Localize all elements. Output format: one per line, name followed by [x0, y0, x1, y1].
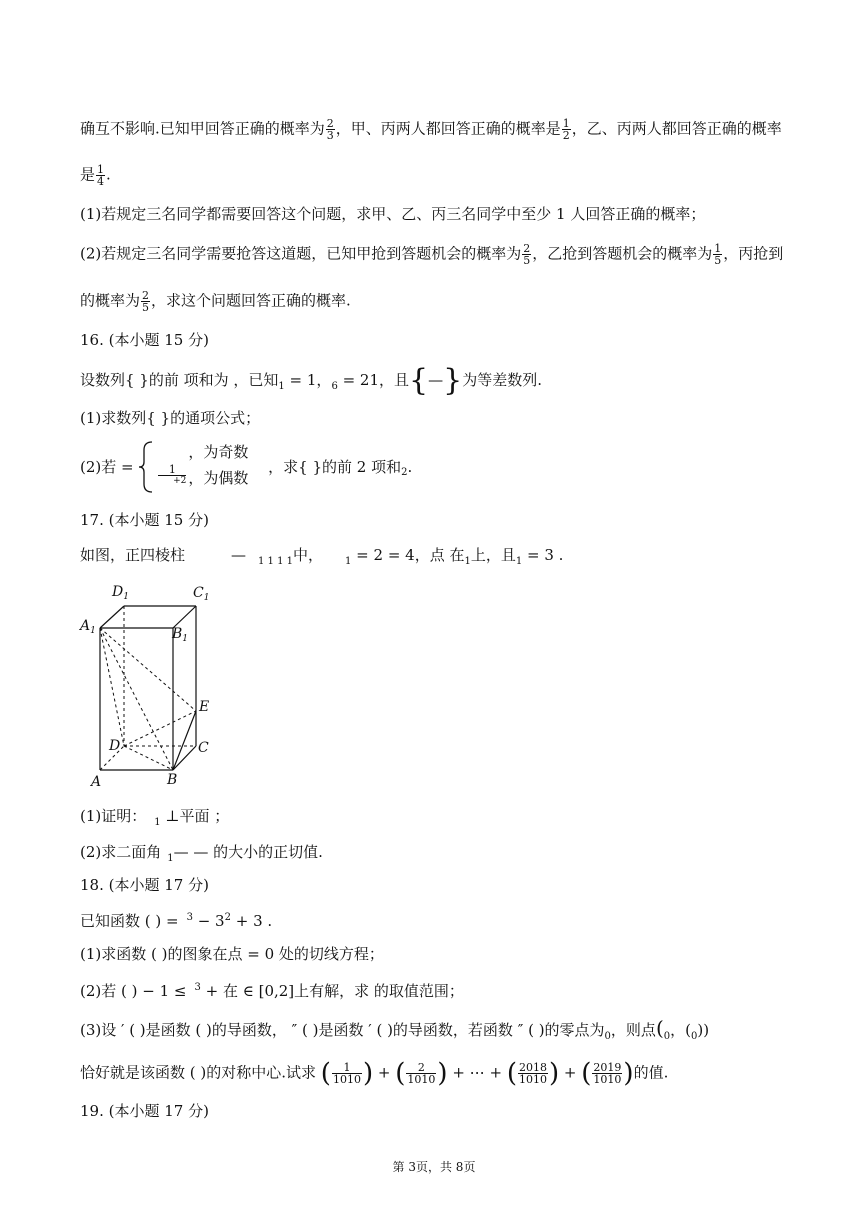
subscript: 6 [331, 381, 338, 392]
superscript: 3 [194, 982, 201, 993]
subscript: 0 [690, 1031, 698, 1042]
superscript: 2 [224, 912, 231, 923]
q17-part2 [80, 842, 323, 869]
page-footer: 第 3页，共 8页 [392, 1160, 476, 1174]
numerator: 1 [332, 1062, 362, 1074]
q15-line1 [80, 118, 782, 141]
denominator: 1010 [407, 1073, 436, 1086]
q17-header: 17. (本小题 15 分) [80, 511, 209, 529]
numerator: 1 [158, 464, 186, 476]
label-B: B [167, 772, 178, 788]
q18-text: (3)设 ′ ( )是函数 ( )的导函数， ″ ( )是函数 ′ ( )的导函数，若函数 ″ ( )的零点为 [80, 1021, 605, 1039]
label-C1: $C_1$ [193, 585, 210, 603]
q18-text: )) [697, 1021, 710, 1039]
q15-part1: (1)若规定三名同学都需要回答这个问题，求甲、乙、丙三名同学中至少 1 人回答正确的概率； [80, 205, 706, 223]
q15-text: ，乙抢到答题机会的概率为 [532, 244, 713, 263]
q18-part3 [80, 1018, 709, 1047]
subscript: 1 [167, 853, 174, 864]
q17-text: (1)证明： [80, 807, 147, 825]
subscript: 1 [515, 556, 523, 567]
denominator: 1010 [593, 1073, 622, 1086]
q18-part1: (1)求函数 ( )的图象在点 = 0 处的切线方程； [80, 945, 384, 963]
fraction [713, 243, 722, 266]
term-1: ( $\frac{1}{1010}$ ) [320, 1058, 374, 1089]
q17-text: — — 的大小的正切值. [173, 843, 323, 861]
fraction [326, 118, 335, 141]
superscript: 3 [186, 912, 193, 923]
q18-text: ，则点 [610, 1021, 656, 1039]
ellipsis-sum: + ⋯ + [452, 1063, 503, 1082]
subscript: 1 [278, 381, 285, 392]
denominator: +2 [173, 476, 187, 486]
q19-header: 19. (本小题 17 分) [80, 1102, 209, 1120]
left-brace: { [409, 363, 429, 398]
subscript: 1 [345, 556, 352, 567]
prism-diagram [78, 578, 228, 793]
fraction [562, 118, 571, 141]
prism-figure [78, 578, 228, 793]
q16-text: ，求{ }的前 2 项和 [268, 458, 402, 476]
plus-sign: + [563, 1063, 577, 1082]
q15-text: 是 [80, 165, 96, 184]
q18-part2 [80, 978, 464, 1001]
subscript: 1 [464, 556, 471, 567]
denominator: 1010 [332, 1073, 361, 1086]
case-even: ，为偶数 [188, 469, 249, 487]
q15-text: ，求这个问题回答正确的概率. [151, 291, 351, 310]
q16-part2 [80, 440, 412, 498]
q16-line1 [80, 363, 542, 398]
term-2018: ( $\frac{2018}{1010}$ ) [506, 1058, 560, 1089]
q18-text: ，( [670, 1021, 691, 1039]
denominator: 3 [326, 129, 334, 142]
label-D: D [109, 738, 121, 754]
numerator: 2 [523, 242, 531, 255]
q15-text: ，乙、丙两人都回答正确的概率 [571, 119, 782, 138]
denominator: 5 [714, 254, 722, 267]
q16-header: 16. (本小题 15 分) [80, 331, 209, 349]
denominator: 1010 [518, 1073, 547, 1086]
q17-text: 中， [293, 546, 324, 564]
q17-text: = 2 = 4，点 在 [351, 546, 465, 564]
fraction [141, 290, 150, 313]
q18-header: 18. (本小题 17 分) [80, 876, 209, 894]
q15-part2-line2 [80, 290, 351, 313]
subscript: 2 [401, 467, 408, 478]
q17-text: (2)求二面角 [80, 843, 162, 861]
q18-text: 已知函数 ( ) = [80, 912, 179, 930]
piecewise-function [138, 440, 263, 494]
subscript: 1 [154, 817, 161, 828]
label-C: C [198, 740, 209, 756]
fraction [96, 164, 105, 187]
q15-text: ，甲、丙两人都回答正确的概率是 [335, 119, 561, 138]
numerator: 2 [142, 289, 150, 302]
denominator: 5 [523, 254, 531, 267]
q15-text: 确互不影响.已知甲回答正确的概率为 [80, 119, 325, 138]
q15-text: . [106, 165, 111, 184]
label-E: E [199, 699, 210, 715]
right-brace: } [443, 363, 463, 398]
label-D1: $D_1$ [112, 584, 129, 602]
q16-text: = 21，且 [337, 371, 410, 389]
q18-line4 [80, 1058, 669, 1089]
label-A: A [91, 774, 102, 790]
q18-text: − 3 [192, 912, 225, 930]
q15-text: 的概率为 [80, 291, 141, 310]
numerator: 1 [714, 242, 722, 255]
q18-line1 [80, 908, 272, 931]
fraction-bar: — [428, 371, 444, 389]
numerator: 1 [562, 117, 570, 130]
case-odd: ，为奇数 [188, 443, 249, 461]
subscript: 0 [604, 1031, 611, 1042]
q15-line2 [80, 164, 111, 187]
label-A1: $A_1$ [80, 618, 96, 636]
q15-text: (2)若规定三名同学需要抢答这道题，已知甲抢到答题机会的概率为 [80, 244, 522, 263]
q17-text: 上，且 [470, 546, 516, 564]
q18-text: + 3 . [230, 912, 273, 930]
q18-text: (2)若 ( ) − 1 ≤ [80, 982, 187, 1000]
term-2: ( $\frac{2}{1010}$ ) [395, 1058, 448, 1089]
q18-text: 恰好就是该函数 ( )的对称中心.试求 [80, 1063, 317, 1082]
q16-text: (2)若 = [80, 458, 134, 476]
subscript: 1 1 1 1 [258, 556, 294, 567]
numerator: 2018 [518, 1061, 547, 1074]
fraction [522, 243, 531, 266]
numerator: 1 [97, 163, 105, 176]
q17-text: — [231, 546, 247, 564]
q17-text: ⊥平面 ； [160, 807, 230, 825]
plus-sign: + [377, 1063, 391, 1082]
numerator: 2 [326, 117, 334, 130]
q16-text: 为等差数列. [462, 371, 542, 389]
q16-part1: (1)求数列{ }的通项公式； [80, 409, 261, 427]
q16-text: 设数列{ }的前 项和为 ，已知 [80, 371, 279, 389]
denominator: 4 [97, 175, 105, 188]
denominator: 5 [142, 301, 150, 314]
q17-text: 如图，正四棱柱 [80, 546, 186, 564]
q16-text: = 1， [284, 371, 332, 389]
case-even-fraction [158, 464, 186, 487]
q17-text: = 3 . [522, 546, 564, 564]
subscript: 0 [663, 1031, 671, 1042]
q15-part2-line1 [80, 243, 783, 266]
q15-text: ，丙抢到 [723, 244, 784, 263]
q17-part1 [80, 806, 229, 833]
term-2019: ( $\frac{2019}{1010}$ ) [581, 1058, 634, 1089]
q16-text: . [407, 458, 413, 476]
denominator: 2 [562, 129, 570, 142]
label-B1: $B_1$ [172, 626, 189, 644]
paren: ( [655, 1016, 664, 1040]
q18-text: + 在 ∈ [0,2]上有解，求 的取值范围； [200, 982, 464, 1000]
q18-text: 的值. [633, 1063, 669, 1082]
numerator: 2 [406, 1062, 436, 1074]
q17-line1 [80, 545, 563, 572]
numerator: 2019 [593, 1061, 622, 1074]
piecewise-brace [138, 440, 158, 494]
